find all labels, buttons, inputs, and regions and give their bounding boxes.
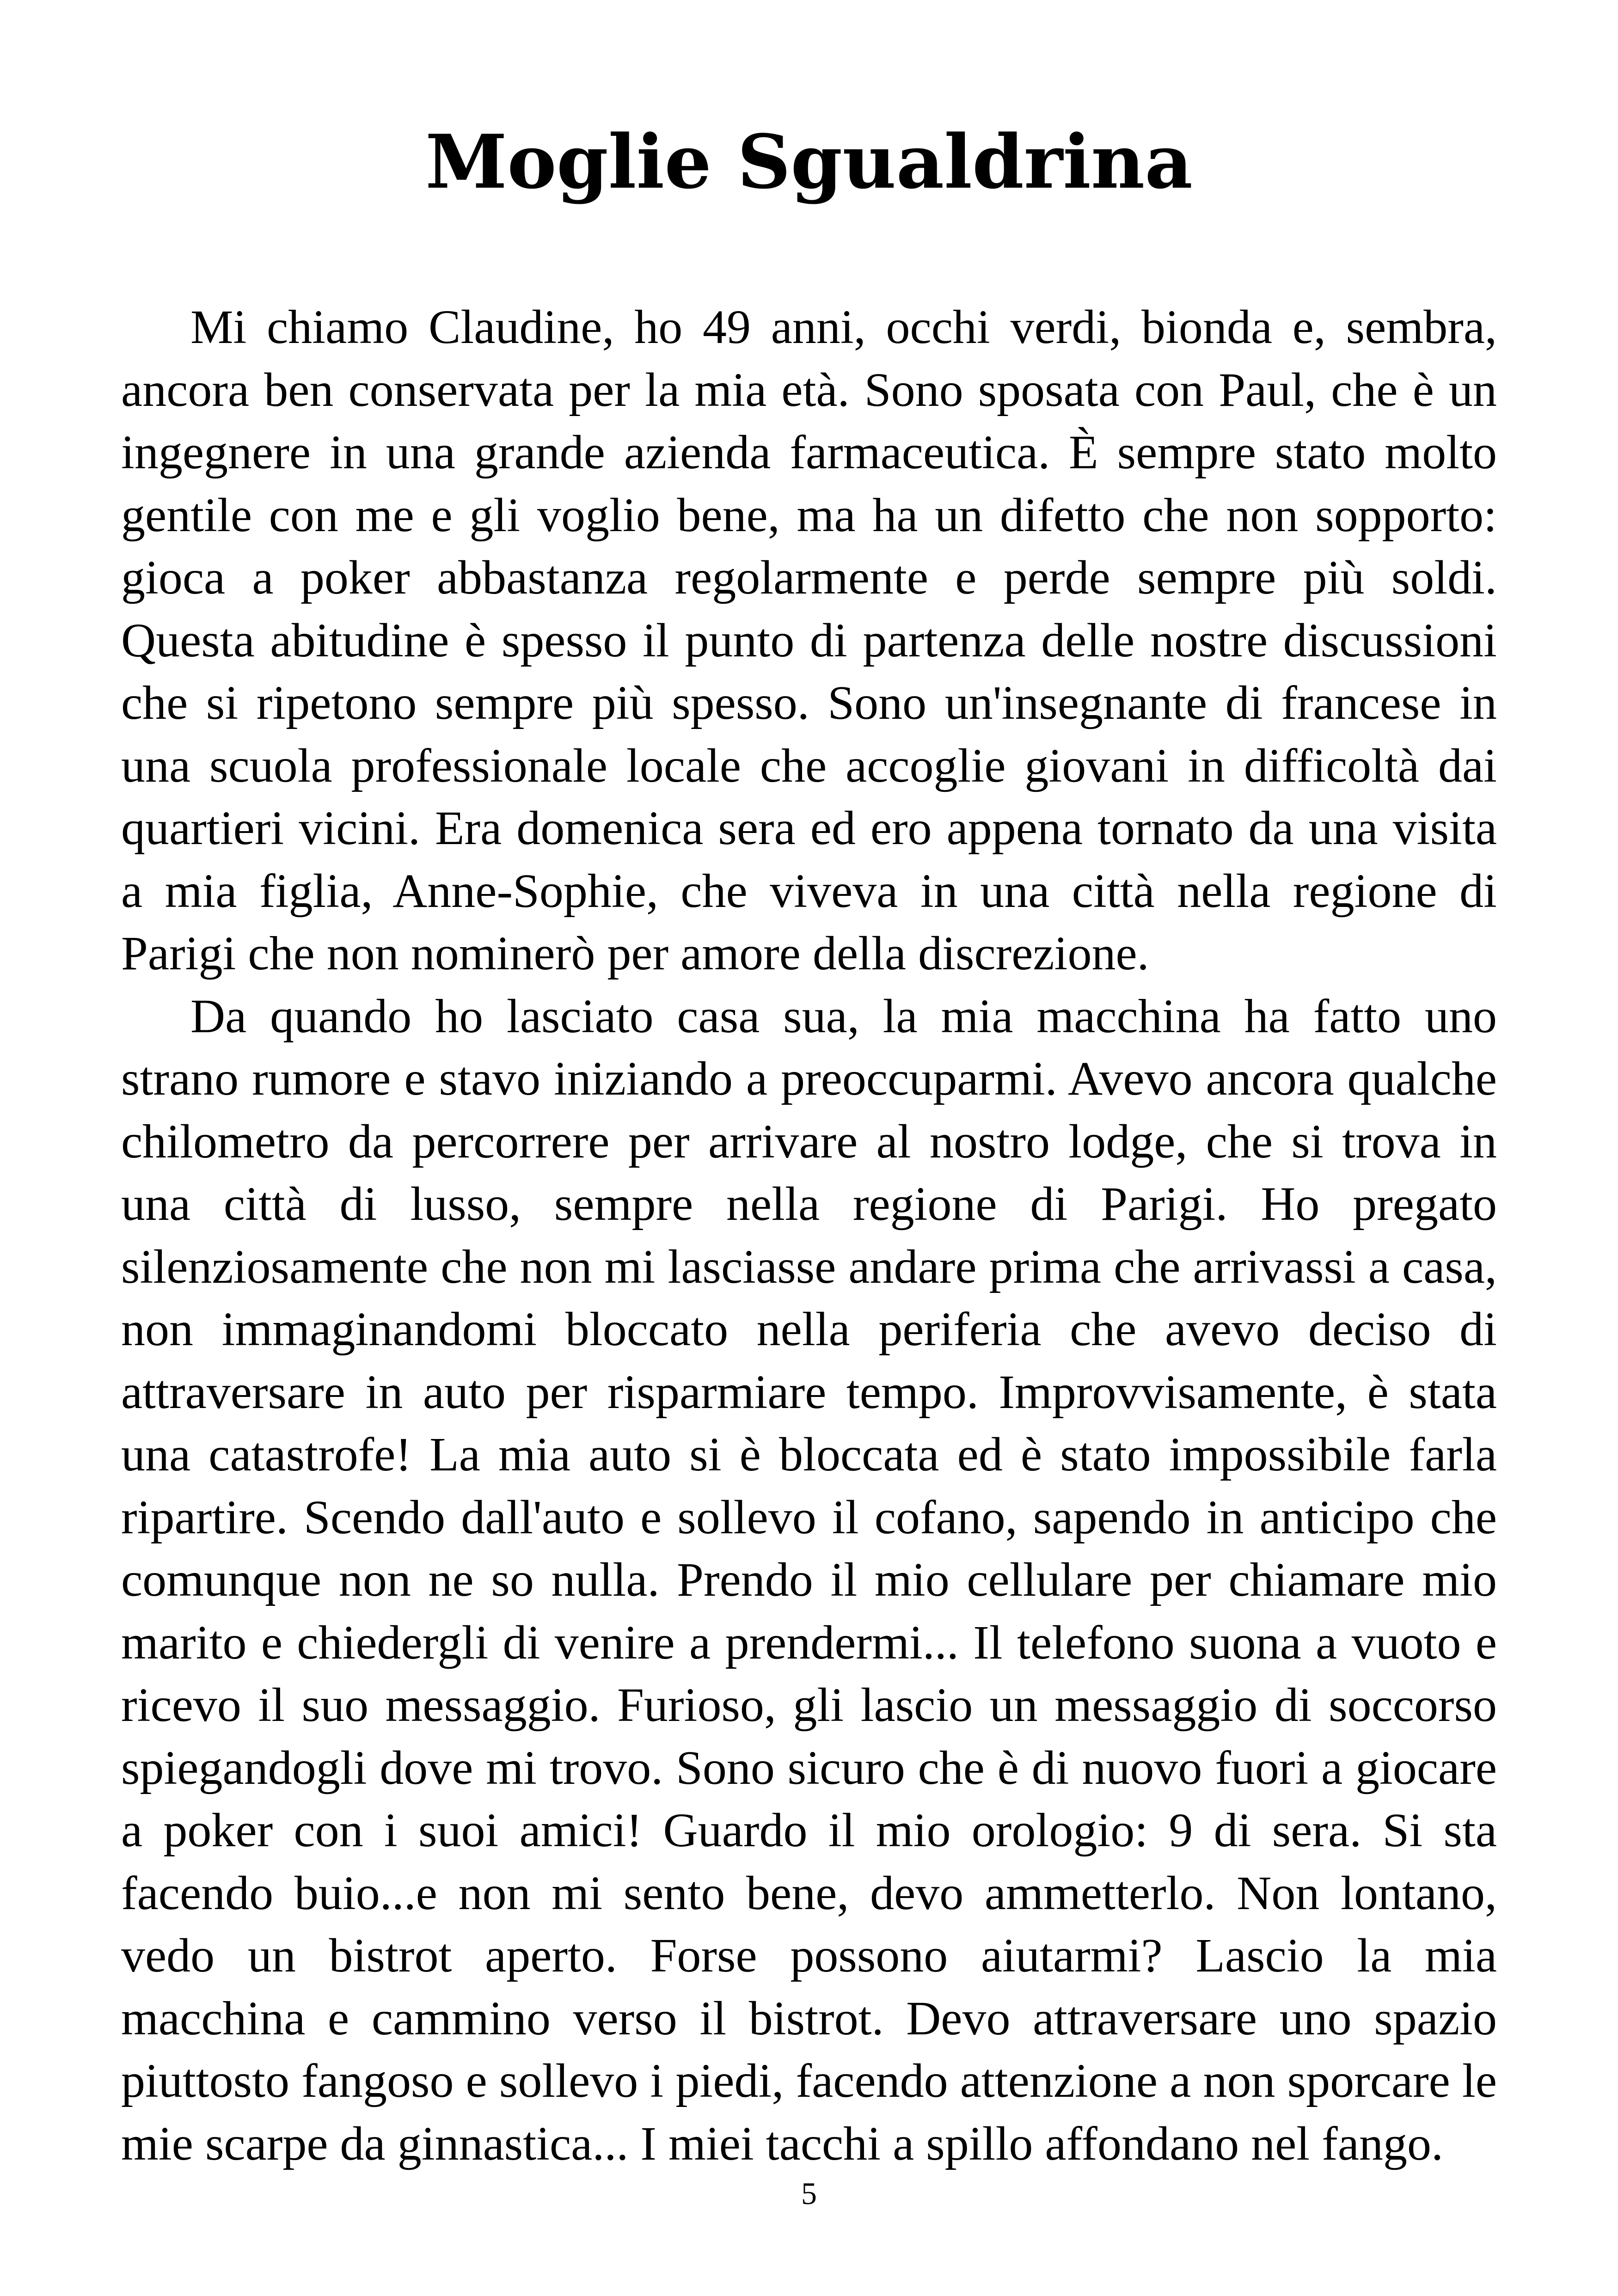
paragraph-2: Da quando ho lasciato casa sua, la mia macchina ha fatto uno strano rumore e stavo iniziando a preoccuparmi. Avevo ancora qualche chilometro da percorrere per arrivare al nostro lodge, che si trova in una città di lusso, sempre nella regione di Parigi. Ho pregato silenziosamente che non mi lasciasse andare prima che arrivassi a casa, non immaginandomi bloccato nella periferia che avevo deciso di attraversare in auto per risparmiare tempo. Improvvisamente, è stata una catastrofe! La mia auto si è bloccata ed è stato impossibile farla ripartire. Scendo dall'auto e sollevo il cofano, sapendo in anticipo che comunque non ne so nulla. Prendo il mio cellulare per chiamare mio marito e chiedergli di venire a prendermi... Il telefono suona a vuoto e ricevo il suo messaggio. Furioso, gli lascio un messaggio di soccorso spiegandogli dove mi trovo. Sono sicuro che è di nuovo fuori a giocare a poker con i suoi amici! Guardo il mio orologio: 9 di sera. Si sta facendo buio...e non mi sento bene, devo ammetterlo. Non lontano, vedo un bistrot aperto. Forse possono aiutarmi? Lascio la mia macchina e cammino verso il bistrot. Devo attraversare uno spazio piuttosto fangoso e sollevo i piedi, facendo attenzione a non sporcare le mie scarpe da ginnastica... I miei tacchi a spillo affondano nel fango. bbox=[121, 989, 1497, 2170]
body-text bbox=[121, 296, 1497, 2175]
chapter-title: Moglie Sgualdrina bbox=[425, 118, 1193, 205]
paragraph-1: Mi chiamo Claudine, ho 49 anni, occhi verdi, bionda e, sembra, ancora ben conservata per la mia età. Sono sposata con Paul, che è un ingegnere in una grande azienda farmaceutica. È sempre stato molto gentile con me e gli voglio bene, ma ha un difetto che non sopporto: gioca a poker abbastanza regolarmente e perde sempre più soldi. Questa abitudine è spesso il punto di partenza delle nostre discussioni che si ripetono sempre più spesso. Sono un'insegnante di francese in una scuola professionale locale che accoglie giovani in difficoltà dai quartieri vicini. Era domenica sera ed ero appena tornato da una visita a mia figlia, Anne-Sophie, che viveva in una città nella regione di Parigi che non nominerò per amore della discrezione. bbox=[121, 300, 1497, 980]
page-number: 5 bbox=[801, 2176, 817, 2211]
